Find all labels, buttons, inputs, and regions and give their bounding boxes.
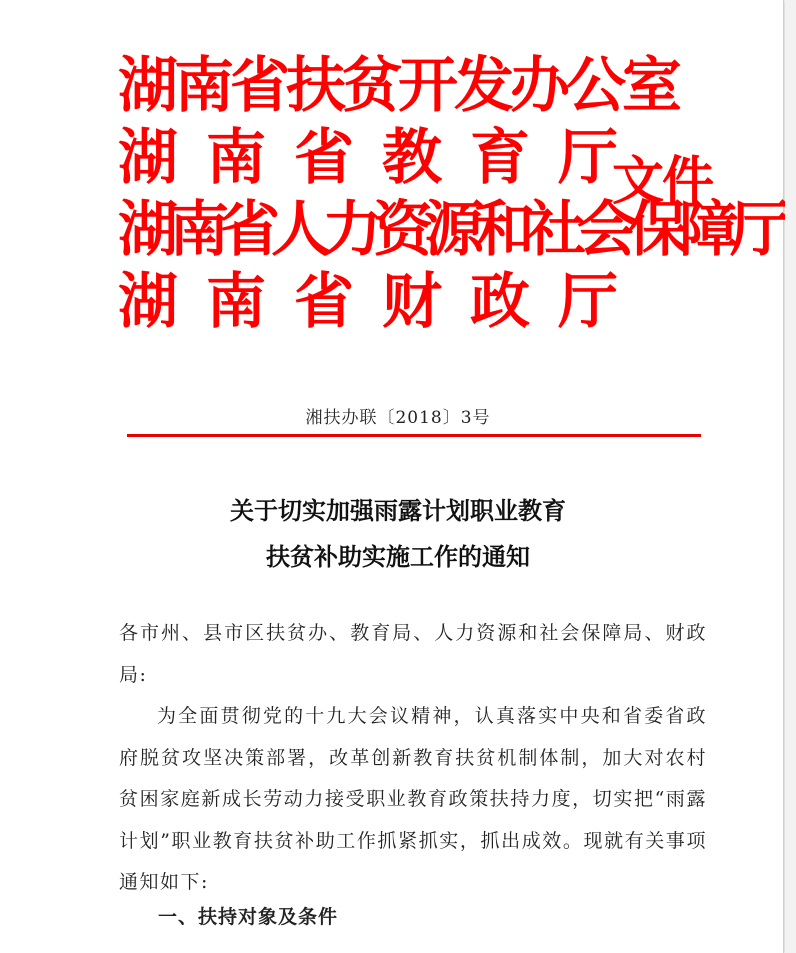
- org-poverty-office: 湖南省扶贫开发办公室: [118, 51, 678, 121]
- section-heading-1: 一、扶持对象及条件: [158, 906, 339, 928]
- notice-title: [0, 488, 796, 580]
- notice-title-line-1: 关于切实加强雨露计划职业教育: [230, 496, 566, 525]
- org-finance-dept: 湖南省财政厅: [118, 267, 646, 337]
- red-separator-line: [127, 434, 701, 437]
- org-education-dept: 湖南省教育厅: [118, 123, 646, 193]
- viewer-background: [785, 0, 796, 953]
- document-label: 文件: [612, 152, 713, 212]
- document-number: 湘扶办联〔2018〕3号: [305, 408, 491, 428]
- notice-body: [119, 613, 707, 904]
- notice-title-line-2: 扶贫补助实施工作的通知: [266, 542, 530, 571]
- org-hr-social-security-dept: 湖南省人力资源和社会保障厅: [118, 195, 781, 265]
- addressee-line: 各市州、县市区扶贫办、教育局、人力资源和社会保障局、财政局:: [119, 622, 707, 686]
- body-paragraph: 为全面贯彻党的十九大会议精神，认真落实中央和省委省政府脱贫攻坚决策部署，改革创新教育扶贫机制体制，加大对农村贫困家庭新成长劳动力接受职业教育政策扶持力度，切实把“雨露计划”职业教育扶贫补助工作抓紧抓实，抓出成效。现就有关事项通知如下:: [119, 705, 707, 893]
